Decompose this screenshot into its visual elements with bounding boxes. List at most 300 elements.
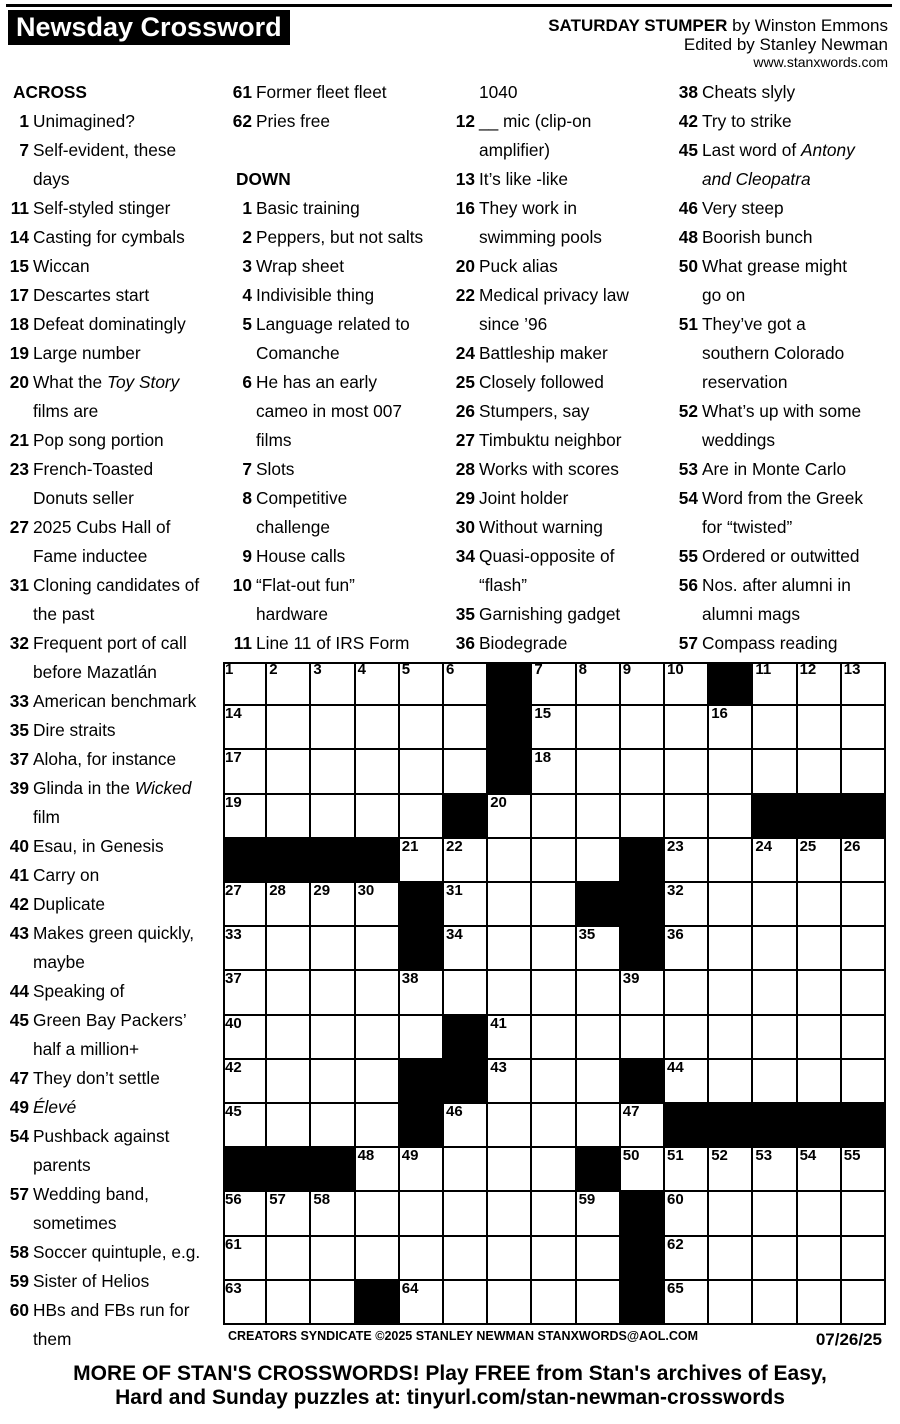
- clue-text: Esau, in Genesis: [33, 836, 164, 856]
- grid-cell[interactable]: [400, 662, 444, 706]
- grid-cell[interactable]: [488, 1016, 532, 1060]
- grid-cell[interactable]: [400, 1148, 444, 1192]
- grid-cell[interactable]: [798, 750, 842, 794]
- clue-item[interactable]: [5, 223, 185, 252]
- grid-cell[interactable]: [223, 927, 267, 971]
- clue-item[interactable]: [5, 455, 153, 484]
- clue-item[interactable]: [451, 368, 604, 397]
- grid-cell[interactable]: [532, 1060, 576, 1104]
- grid-cell[interactable]: [842, 750, 886, 794]
- grid-cell[interactable]: [753, 1060, 797, 1104]
- clue-item[interactable]: [451, 165, 568, 194]
- clue-continuation: go on: [702, 285, 746, 305]
- grid-cell[interactable]: [798, 1060, 842, 1104]
- grid-cell[interactable]: [709, 1192, 753, 1236]
- grid-cell[interactable]: [488, 883, 532, 927]
- clue-number: 58: [9, 1242, 29, 1262]
- grid-cell[interactable]: [532, 1281, 576, 1325]
- grid-cell[interactable]: [577, 971, 621, 1015]
- grid-cell[interactable]: [356, 927, 400, 971]
- grid-cell[interactable]: [577, 795, 621, 839]
- grid-cell[interactable]: [798, 1192, 842, 1236]
- grid-cell[interactable]: [311, 1281, 355, 1325]
- grid-cell[interactable]: [311, 1060, 355, 1104]
- clue-number: 5: [242, 314, 252, 334]
- grid-cell[interactable]: [532, 750, 576, 794]
- clue-item[interactable]: [228, 78, 387, 107]
- grid-cell[interactable]: [621, 971, 665, 1015]
- clue-item[interactable]: [5, 774, 191, 803]
- grid-cell[interactable]: [532, 1016, 576, 1060]
- cell-number: 4: [357, 661, 366, 678]
- clue-item[interactable]: [5, 426, 164, 455]
- clue-item[interactable]: [5, 629, 187, 658]
- grid-cell[interactable]: [709, 1148, 753, 1192]
- grid-cell[interactable]: [400, 839, 444, 883]
- grid-cell[interactable]: [311, 883, 355, 927]
- cell-number: 7: [534, 661, 543, 678]
- grid-cell[interactable]: [488, 971, 532, 1015]
- grid-cell[interactable]: [223, 1281, 267, 1325]
- grid-cell[interactable]: [444, 883, 488, 927]
- grid-cell[interactable]: [311, 1192, 355, 1236]
- grid-cell[interactable]: [444, 971, 488, 1015]
- grid-cell[interactable]: [267, 1281, 311, 1325]
- clue-number: 4: [242, 285, 252, 305]
- clue-item[interactable]: [451, 600, 620, 629]
- grid-cell[interactable]: [532, 883, 576, 927]
- grid-cell[interactable]: [267, 883, 311, 927]
- grid-cell[interactable]: [488, 1104, 532, 1148]
- grid-cell[interactable]: [444, 1192, 488, 1236]
- grid-cell[interactable]: [798, 883, 842, 927]
- clue-item[interactable]: [451, 397, 589, 426]
- grid-cell[interactable]: [621, 750, 665, 794]
- grid-cell[interactable]: [709, 1237, 753, 1281]
- grid-cell[interactable]: [400, 750, 444, 794]
- clue-item[interactable]: [674, 571, 851, 600]
- cell-number: 55: [843, 1147, 861, 1165]
- grid-cell[interactable]: [532, 706, 576, 750]
- grid-cell[interactable]: [488, 1060, 532, 1104]
- grid-cell[interactable]: [400, 971, 444, 1015]
- clue-item[interactable]: [5, 281, 149, 310]
- grid-cell[interactable]: [488, 1148, 532, 1192]
- grid-cell[interactable]: [311, 750, 355, 794]
- grid-cell[interactable]: [444, 1148, 488, 1192]
- clue-number: 8: [242, 488, 252, 508]
- clue-item[interactable]: [228, 310, 410, 339]
- grid-cell[interactable]: [311, 1237, 355, 1281]
- grid-cell[interactable]: [400, 1281, 444, 1325]
- grid-cell[interactable]: [798, 1148, 842, 1192]
- grid-block: [267, 839, 311, 883]
- clue-item[interactable]: [228, 223, 423, 252]
- clue-item[interactable]: [674, 455, 846, 484]
- clue-item[interactable]: [674, 252, 847, 281]
- clue-item[interactable]: [674, 223, 812, 252]
- grid-cell[interactable]: [444, 839, 488, 883]
- clue-item[interactable]: [674, 397, 861, 426]
- clue-item[interactable]: [451, 629, 567, 658]
- grid-cell[interactable]: [709, 706, 753, 750]
- clue-item[interactable]: [674, 194, 784, 223]
- clue-number: 35: [455, 604, 475, 624]
- grid-cell[interactable]: [311, 706, 355, 750]
- grid-cell[interactable]: [488, 795, 532, 839]
- grid-cell[interactable]: [577, 1016, 621, 1060]
- clue-continuation: the past: [33, 604, 95, 624]
- grid-cell[interactable]: [488, 1237, 532, 1281]
- clue-item[interactable]: [5, 745, 176, 774]
- grid-cell[interactable]: [311, 795, 355, 839]
- grid-cell[interactable]: [621, 1148, 665, 1192]
- grid-cell[interactable]: [311, 1104, 355, 1148]
- grid-cell[interactable]: [223, 1192, 267, 1236]
- grid-cell[interactable]: [842, 839, 886, 883]
- grid-cell[interactable]: [842, 706, 886, 750]
- grid-cell[interactable]: [709, 971, 753, 1015]
- grid-cell[interactable]: [665, 706, 709, 750]
- clue-item[interactable]: [5, 1122, 169, 1151]
- clue-number: 6: [242, 372, 252, 392]
- grid-cell[interactable]: [444, 927, 488, 971]
- website-link[interactable]: www.stanxwords.com: [753, 54, 888, 70]
- grid-cell[interactable]: [267, 1016, 311, 1060]
- clue-item[interactable]: [228, 368, 377, 397]
- grid-cell[interactable]: [621, 795, 665, 839]
- grid-cell[interactable]: [488, 927, 532, 971]
- grid-cell[interactable]: [356, 1237, 400, 1281]
- grid-cell[interactable]: [223, 1104, 267, 1148]
- grid-cell[interactable]: [842, 1060, 886, 1104]
- clue-item[interactable]: [5, 194, 170, 223]
- clue-item[interactable]: [5, 1006, 187, 1035]
- clue-item[interactable]: [674, 107, 792, 136]
- grid-cell[interactable]: [267, 1192, 311, 1236]
- clue-item[interactable]: [451, 542, 614, 571]
- grid-cell[interactable]: [753, 750, 797, 794]
- clue-item[interactable]: [674, 136, 855, 165]
- grid-cell[interactable]: [665, 839, 709, 883]
- grid-cell[interactable]: [665, 1237, 709, 1281]
- grid-cell[interactable]: [842, 971, 886, 1015]
- grid-cell[interactable]: [223, 883, 267, 927]
- clue-item[interactable]: [228, 107, 330, 136]
- grid-cell[interactable]: [444, 1281, 488, 1325]
- clue-number: 48: [678, 227, 698, 247]
- grid-cell[interactable]: [753, 1148, 797, 1192]
- grid-cell[interactable]: [444, 1237, 488, 1281]
- grid-cell[interactable]: [842, 662, 886, 706]
- grid-cell[interactable]: [798, 1281, 842, 1325]
- grid-cell[interactable]: [753, 839, 797, 883]
- grid-cell[interactable]: [665, 883, 709, 927]
- grid-cell[interactable]: [709, 927, 753, 971]
- grid-cell[interactable]: [798, 927, 842, 971]
- clue-item[interactable]: [5, 310, 186, 339]
- grid-cell[interactable]: [709, 839, 753, 883]
- clue-item[interactable]: [5, 252, 90, 281]
- grid-cell[interactable]: [577, 1104, 621, 1148]
- clue-item[interactable]: [451, 339, 608, 368]
- grid-cell[interactable]: [665, 927, 709, 971]
- clue-item[interactable]: [5, 571, 199, 600]
- clue-item[interactable]: [5, 1180, 149, 1209]
- grid-cell[interactable]: [709, 795, 753, 839]
- clue-item[interactable]: [674, 78, 795, 107]
- grid-cell[interactable]: [577, 662, 621, 706]
- clue-item[interactable]: [228, 484, 347, 513]
- grid-cell[interactable]: [665, 662, 709, 706]
- grid-cell[interactable]: [621, 706, 665, 750]
- grid-cell[interactable]: [356, 971, 400, 1015]
- grid-block: [798, 1104, 842, 1148]
- grid-cell[interactable]: [577, 927, 621, 971]
- clue-item[interactable]: [5, 1296, 190, 1325]
- grid-cell[interactable]: [753, 1016, 797, 1060]
- grid-cell[interactable]: [665, 1192, 709, 1236]
- grid-cell[interactable]: [798, 971, 842, 1015]
- clue-item[interactable]: [5, 368, 179, 397]
- clue-item[interactable]: [674, 484, 863, 513]
- grid-cell[interactable]: [267, 1060, 311, 1104]
- clue-item[interactable]: [5, 136, 176, 165]
- grid-cell[interactable]: [400, 1016, 444, 1060]
- grid-cell[interactable]: [798, 839, 842, 883]
- grid-cell[interactable]: [444, 1104, 488, 1148]
- grid-cell[interactable]: [356, 1016, 400, 1060]
- grid-cell[interactable]: [753, 971, 797, 1015]
- grid-cell[interactable]: [532, 927, 576, 971]
- clue-number: 42: [678, 111, 698, 131]
- grid-cell[interactable]: [267, 662, 311, 706]
- grid-cell[interactable]: [267, 1104, 311, 1148]
- grid-cell[interactable]: [311, 971, 355, 1015]
- grid-cell[interactable]: [400, 795, 444, 839]
- cell-number: 32: [667, 882, 684, 899]
- grid-cell[interactable]: [842, 883, 886, 927]
- grid-cell[interactable]: [665, 971, 709, 1015]
- grid-block: [709, 1104, 753, 1148]
- grid-cell[interactable]: [665, 1281, 709, 1325]
- grid-cell[interactable]: [798, 662, 842, 706]
- grid-cell[interactable]: [267, 1237, 311, 1281]
- grid-cell[interactable]: [267, 971, 311, 1015]
- grid-cell[interactable]: [842, 1237, 886, 1281]
- grid-cell[interactable]: [665, 795, 709, 839]
- grid-cell[interactable]: [842, 1016, 886, 1060]
- clue-item[interactable]: [5, 107, 135, 136]
- grid-cell[interactable]: [577, 1237, 621, 1281]
- grid-cell[interactable]: [356, 795, 400, 839]
- grid-cell[interactable]: [709, 1016, 753, 1060]
- grid-cell[interactable]: [842, 1148, 886, 1192]
- clue-text: They don’t settle: [33, 1068, 160, 1088]
- clue-item[interactable]: [674, 310, 806, 339]
- clue-item[interactable]: [228, 542, 345, 571]
- clue-item[interactable]: [5, 919, 194, 948]
- grid-cell[interactable]: [577, 1192, 621, 1236]
- grid-cell[interactable]: [798, 706, 842, 750]
- clue-item[interactable]: [5, 977, 124, 1006]
- clue-item[interactable]: [674, 542, 860, 571]
- clue-number: 33: [9, 691, 29, 711]
- clue-item[interactable]: [228, 252, 344, 281]
- grid-cell[interactable]: [311, 927, 355, 971]
- grid-cell[interactable]: [223, 750, 267, 794]
- grid-cell[interactable]: [798, 1237, 842, 1281]
- grid-cell[interactable]: [753, 1281, 797, 1325]
- cell-number: 40: [225, 1014, 242, 1032]
- clue-number: 43: [9, 923, 29, 943]
- grid-cell[interactable]: [311, 662, 355, 706]
- clue-item[interactable]: [5, 687, 196, 716]
- grid-cell[interactable]: [488, 839, 532, 883]
- grid-cell[interactable]: [532, 971, 576, 1015]
- clue-item[interactable]: [5, 1238, 200, 1267]
- cell-number: 36: [667, 926, 684, 944]
- grid-cell[interactable]: [223, 1060, 267, 1104]
- clue-item[interactable]: [5, 1267, 149, 1296]
- grid-cell[interactable]: [223, 706, 267, 750]
- grid-cell[interactable]: [665, 1060, 709, 1104]
- cell-number: 46: [446, 1103, 463, 1120]
- grid-cell[interactable]: [753, 1237, 797, 1281]
- grid-cell[interactable]: [400, 1237, 444, 1281]
- grid-block: [444, 795, 488, 839]
- grid-cell[interactable]: [665, 1016, 709, 1060]
- grid-cell[interactable]: [753, 662, 797, 706]
- crossword-grid: [223, 662, 886, 1325]
- grid-cell[interactable]: [267, 706, 311, 750]
- clue-item[interactable]: [451, 484, 568, 513]
- clue-item[interactable]: [5, 513, 170, 542]
- grid-cell[interactable]: [753, 706, 797, 750]
- grid-cell[interactable]: [356, 750, 400, 794]
- grid-cell[interactable]: [444, 750, 488, 794]
- grid-cell[interactable]: [532, 1148, 576, 1192]
- grid-cell[interactable]: [356, 1104, 400, 1148]
- grid-cell[interactable]: [577, 1060, 621, 1104]
- grid-cell[interactable]: [753, 1192, 797, 1236]
- grid-cell[interactable]: [532, 839, 576, 883]
- clue-item[interactable]: [674, 629, 837, 658]
- grid-cell[interactable]: [400, 1192, 444, 1236]
- clue-text: Wedding band,: [33, 1184, 149, 1204]
- clue-number: 54: [9, 1126, 29, 1146]
- grid-cell[interactable]: [842, 1192, 886, 1236]
- grid-cell[interactable]: [577, 839, 621, 883]
- clue-item[interactable]: [451, 281, 629, 310]
- clue-item[interactable]: [228, 629, 409, 658]
- promo-line-2[interactable]: Hard and Sunday puzzles at: tinyurl.com/stan-newman-crosswords: [115, 1386, 785, 1409]
- clue-item[interactable]: [451, 252, 558, 281]
- grid-cell[interactable]: [223, 795, 267, 839]
- grid-cell[interactable]: [665, 1148, 709, 1192]
- grid-cell[interactable]: [532, 1192, 576, 1236]
- clue-item[interactable]: [5, 716, 116, 745]
- grid-cell[interactable]: [753, 927, 797, 971]
- clue-item[interactable]: [228, 194, 360, 223]
- grid-cell[interactable]: [356, 883, 400, 927]
- clue-number: 7: [242, 459, 252, 479]
- grid-cell[interactable]: [267, 927, 311, 971]
- grid-cell[interactable]: [223, 971, 267, 1015]
- grid-cell[interactable]: [532, 662, 576, 706]
- grid-cell[interactable]: [356, 1148, 400, 1192]
- grid-cell[interactable]: [267, 750, 311, 794]
- grid-cell[interactable]: [842, 1281, 886, 1325]
- grid-cell[interactable]: [621, 662, 665, 706]
- clue-item[interactable]: [5, 890, 105, 919]
- grid-block: [621, 1060, 665, 1104]
- grid-cell[interactable]: [709, 1281, 753, 1325]
- grid-cell[interactable]: [223, 662, 267, 706]
- grid-cell[interactable]: [709, 883, 753, 927]
- clue-item[interactable]: [5, 832, 164, 861]
- clue-text: Élevé: [33, 1097, 77, 1117]
- grid-cell[interactable]: [798, 1016, 842, 1060]
- clue-item[interactable]: [5, 339, 141, 368]
- grid-cell[interactable]: [223, 1237, 267, 1281]
- clue-continuation: before Mazatlán: [33, 662, 157, 682]
- clue-item[interactable]: [5, 1064, 160, 1093]
- grid-cell[interactable]: [842, 927, 886, 971]
- grid-cell[interactable]: [223, 1016, 267, 1060]
- grid-cell[interactable]: [709, 1060, 753, 1104]
- grid-cell[interactable]: [753, 883, 797, 927]
- clue-item[interactable]: [451, 194, 577, 223]
- grid-cell[interactable]: [444, 706, 488, 750]
- grid-cell[interactable]: [577, 1281, 621, 1325]
- clue-item[interactable]: [451, 107, 591, 136]
- clue-item[interactable]: [451, 426, 622, 455]
- grid-cell[interactable]: [488, 1281, 532, 1325]
- clue-item[interactable]: [5, 1093, 76, 1122]
- clue-item[interactable]: [228, 281, 374, 310]
- grid-cell[interactable]: [532, 1237, 576, 1281]
- clue-item[interactable]: [228, 571, 355, 600]
- grid-cell[interactable]: [577, 706, 621, 750]
- clue-number: 13: [455, 169, 475, 189]
- grid-cell[interactable]: [665, 750, 709, 794]
- grid-cell[interactable]: [621, 1104, 665, 1148]
- grid-cell[interactable]: [356, 662, 400, 706]
- clue-continuation: maybe: [33, 952, 85, 972]
- grid-cell[interactable]: [532, 795, 576, 839]
- grid-cell[interactable]: [621, 1016, 665, 1060]
- clue-item[interactable]: [451, 513, 603, 542]
- clue-item[interactable]: [228, 455, 294, 484]
- grid-cell[interactable]: [267, 795, 311, 839]
- grid-cell[interactable]: [577, 750, 621, 794]
- clue-number: 52: [678, 401, 698, 421]
- clue-text: Puck alias: [479, 256, 558, 276]
- grid-cell[interactable]: [356, 1060, 400, 1104]
- grid-cell[interactable]: [444, 662, 488, 706]
- grid-cell[interactable]: [356, 1192, 400, 1236]
- clue-item[interactable]: [5, 861, 99, 890]
- grid-cell[interactable]: [488, 1192, 532, 1236]
- clue-item[interactable]: [451, 455, 619, 484]
- grid-cell[interactable]: [356, 706, 400, 750]
- grid-cell[interactable]: [311, 1016, 355, 1060]
- grid-cell[interactable]: [400, 706, 444, 750]
- grid-cell[interactable]: [709, 750, 753, 794]
- grid-cell[interactable]: [532, 1104, 576, 1148]
- grid-block: [577, 1148, 621, 1192]
